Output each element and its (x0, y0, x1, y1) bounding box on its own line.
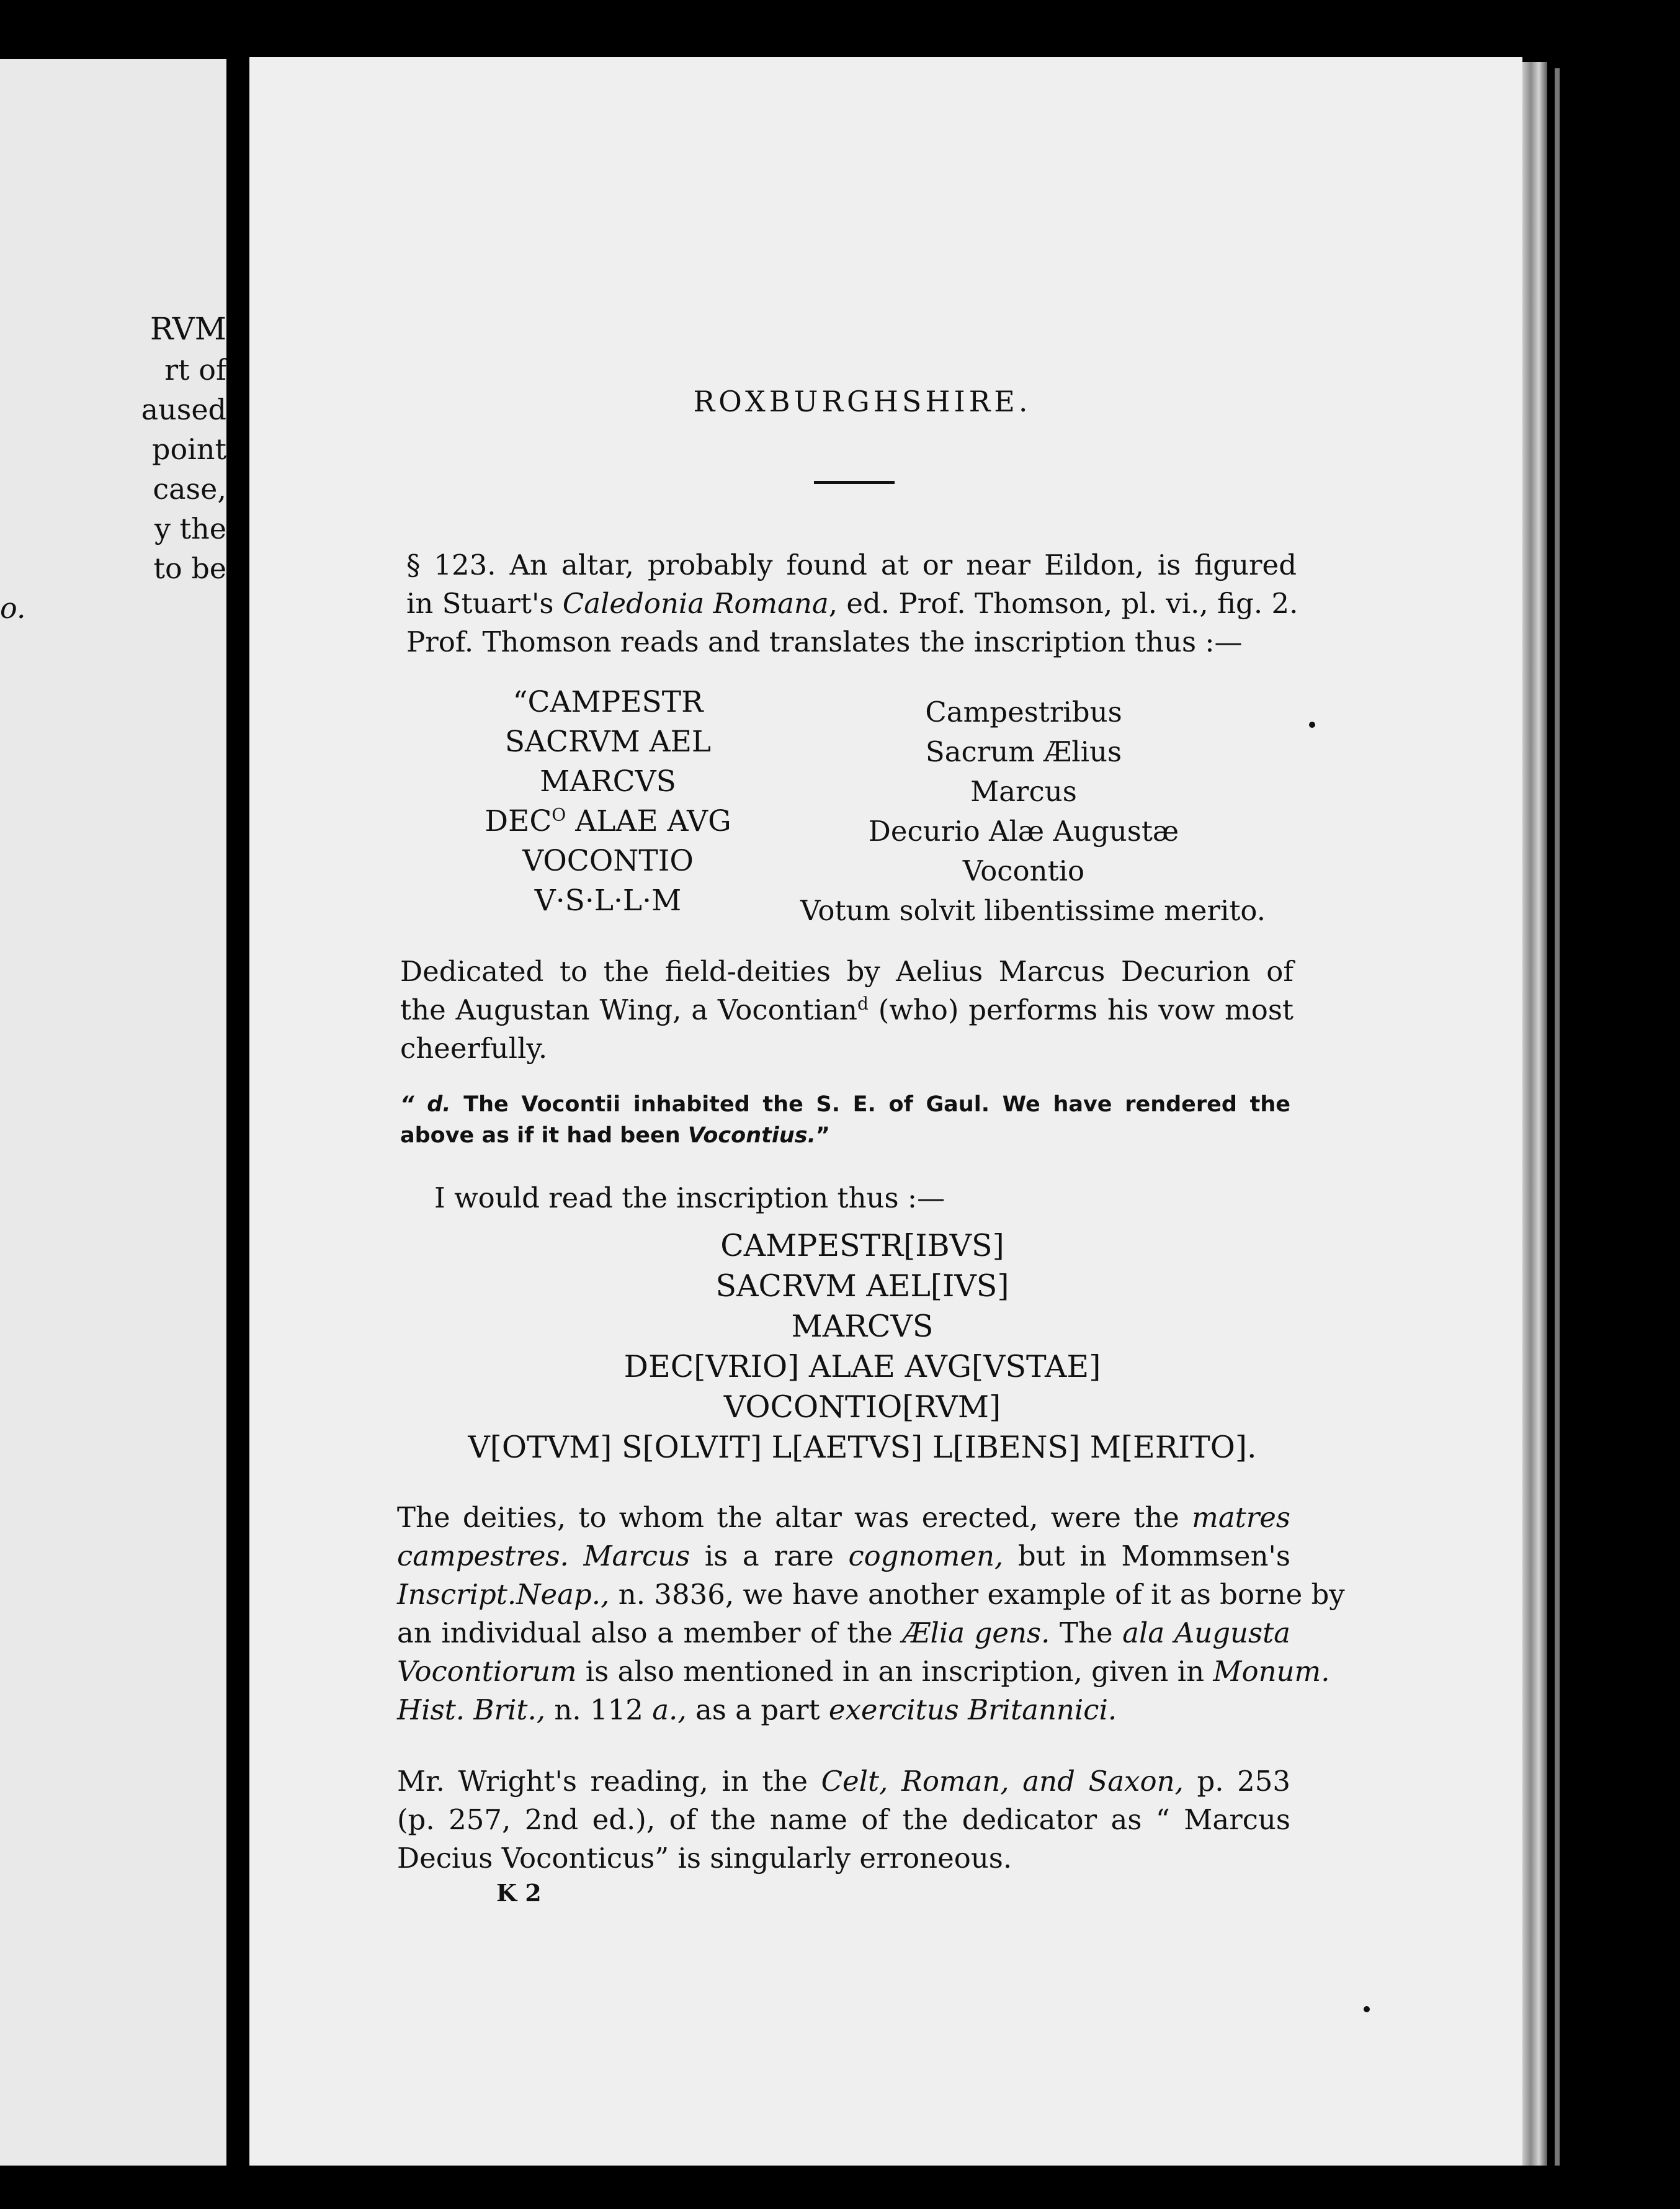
translation-line: Decurio Alæ Augustæ (868, 815, 1179, 848)
facing-page-fragment: rt of (164, 353, 226, 387)
facing-page-fragment: case, (153, 472, 226, 506)
reading-line: SACRVM AEL[IVS] (715, 1268, 1009, 1304)
text-line: Vocontiorum is also mentioned in an inscription, given in Monum. (397, 1655, 1330, 1688)
italic-title: Caledonia Romana (562, 587, 829, 620)
text-line: Decius Voconticus” is singularly erroneous. (397, 1842, 1012, 1875)
facing-page-fragment: RVM (150, 311, 226, 347)
page-stack-edge-line (1555, 68, 1560, 2166)
translation-line: Campestribus (925, 696, 1122, 728)
inscription-line: VOCONTIO (522, 844, 694, 878)
text-line: in Stuart's Caledonia Romana, ed. Prof. Thomson, pl. vi., fig. 2. (406, 587, 1298, 620)
inscription-line: MARCVS (540, 764, 676, 799)
ink-speck (1364, 2006, 1370, 2012)
text-line: Prof. Thomson reads and translates the inscription thus :— (406, 625, 1243, 658)
facing-page-fragment: to be (153, 552, 226, 585)
inscription-line: SACRVM AEL (504, 725, 712, 759)
intro-paragraph (406, 546, 1297, 661)
text-line: the Augustan Wing, a Vocontian$^d$ (who) performs his vow most (400, 993, 1294, 1026)
ink-speck (1309, 722, 1315, 728)
footnote (400, 1089, 1290, 1151)
inscription-line: $DEC^O$ ALAE AVG (485, 804, 731, 838)
text-line: (p. 257, 2nd ed.), of the name of the dedicator as “ Marcus (397, 1803, 1290, 1836)
proposed-reading (0, 1225, 1680, 1467)
reading-line: MARCVS (791, 1309, 934, 1344)
dedication-paragraph (400, 952, 1294, 1068)
translation-line: Marcus (970, 775, 1077, 808)
reading-line: VOCONTIO[RVM] (723, 1389, 1001, 1425)
text-line: Dedicated to the field-deities by Aelius Marcus Decurion of (400, 955, 1294, 988)
text-line: an individual also a member of the Ælia gens. The ala Augusta (397, 1616, 1290, 1649)
inscription-translation (800, 692, 1266, 931)
text-line: cheerfully. (400, 1032, 548, 1065)
translation-line: Sacrum Ælius (925, 735, 1122, 768)
reading-line: DEC[VRIO] ALAE AVG[VSTAE] (623, 1349, 1101, 1384)
page-title: ROXBURGHSHIRE. (693, 385, 1032, 418)
text-line: Mr. Wright's reading, in the Celt, Roman, and Saxon, p. 253 (397, 1765, 1290, 1798)
reading-intro (434, 1179, 1303, 1217)
text-line: Inscript.Neap., n. 3836, we have another example of it as borne by (397, 1578, 1345, 1611)
reading-line: V[OTVM] S[OLVIT] L[AETVS] L[IBENS] M[ERITO]. (468, 1430, 1257, 1465)
page-stack-edge (1522, 62, 1547, 2166)
facing-page-fragment: aused (141, 393, 226, 426)
facing-page-fragment: point (152, 432, 226, 466)
footnote-line: above as if it had been Vocontius.” (400, 1123, 830, 1148)
text-line: campestres. Marcus is a rare cognomen, but in Mommsen's (397, 1539, 1291, 1572)
reading-line: CAMPESTR[IBVS] (720, 1228, 1004, 1263)
inscription-original (447, 683, 769, 921)
wright-paragraph (397, 1762, 1290, 1878)
translation-line: Vocontio (962, 854, 1085, 887)
signature-mark: K 2 (496, 1879, 542, 1907)
inscription-line: V·S·L·L·M (534, 884, 682, 918)
text-line: The deities, to whom the altar was erected, were the matres (397, 1501, 1290, 1534)
discussion-paragraph (397, 1499, 1345, 1729)
footnote-line: “ d. The Vocontii inhabited the S. E. of Gaul. We have rendered the (400, 1092, 1291, 1117)
text-line: § 123. An altar, probably found at or near Eildon, is figured (406, 549, 1297, 581)
facing-page-edge (0, 59, 226, 2166)
text-line: I would read the inscription thus :— (434, 1181, 945, 1214)
inscription-line: “CAMPESTR (512, 685, 704, 719)
translation-line: Votum solvit libentissime merito. (800, 894, 1266, 927)
facing-page-fragment: o. (0, 591, 26, 625)
title-rule (814, 481, 895, 484)
facing-page-fragment: y the (154, 512, 226, 545)
text-line: Hist. Brit., n. 112 a., as a part exercitus Britannici. (397, 1693, 1117, 1726)
